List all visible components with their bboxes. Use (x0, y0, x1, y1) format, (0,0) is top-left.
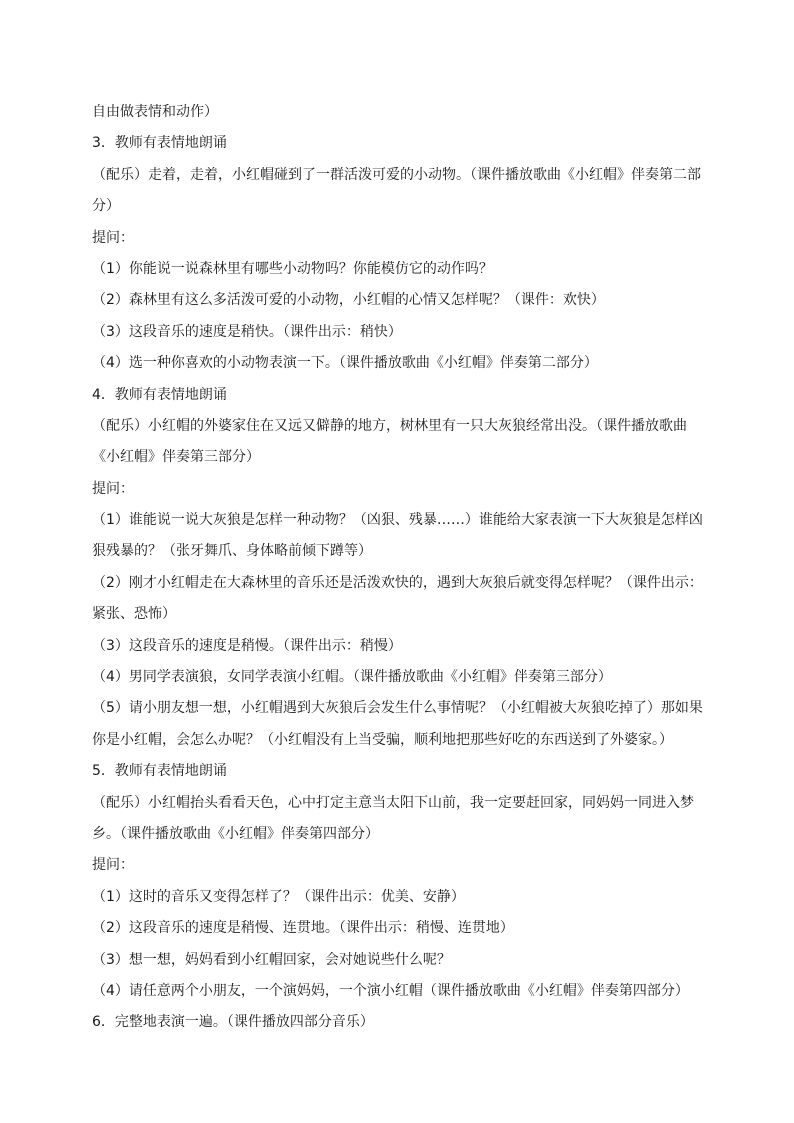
text-line: 分） (92, 198, 120, 215)
question-label: 提问： (92, 857, 134, 874)
question-item: （1）这时的音乐又变得怎样了？（课件出示：优美、安静） (92, 888, 465, 905)
text-line: 自由做表情和动作） (92, 104, 218, 120)
question-label: 提问： (92, 480, 134, 497)
question-item: （3）这段音乐的速度是稍快。（课件出示：稍快） (92, 323, 402, 340)
question-item: 你是小红帽，会怎么办呢？（小红帽没有上当受骗，顺利地把那些好吃的东西送到了外婆家。） (92, 731, 673, 748)
text-line: （配乐）小红帽的外婆家住在又远又僻静的地方，树林里有一只大灰狼经常出没。（课件播放歌曲 (92, 417, 687, 434)
question-item: （4）选一种你喜欢的小动物表演一下。（课件播放歌曲《小红帽》伴奏第二部分） (92, 355, 598, 372)
question-item: （4）男同学表演狼，女同学表演小红帽。（课件播放歌曲《小红帽》伴奏第三部分） (92, 669, 612, 686)
question-item: （5）请小朋友想一想，小红帽遇到大灰狼后会发生什么事情呢？（小红帽被大灰狼吃掉了）那如果 (92, 700, 703, 717)
text-line: （配乐）走着，走着，小红帽碰到了一群活泼可爱的小动物。（课件播放歌曲《小红帽》伴奏第二部 (92, 166, 701, 183)
document-body (92, 97, 706, 1039)
section-heading: 6．完整地表演一遍。（课件播放四部分音乐） (92, 1014, 374, 1031)
question-item: （2）森林里有这么多活泼可爱的小动物，小红帽的心情又怎样呢？（课件：欢快） (92, 292, 605, 309)
text-line: 《小红帽》伴奏第三部分） (92, 449, 260, 466)
question-item: （3）这段音乐的速度是稍慢。（课件出示：稍慢） (92, 637, 402, 654)
section-heading: 4．教师有表情地朗诵 (92, 386, 227, 403)
question-item: （3）想一想，妈妈看到小红帽回家，会对她说些什么呢？ (92, 951, 451, 968)
question-item: （1）你能说一说森林里有哪些小动物吗？你能模仿它的动作吗？ (92, 260, 493, 277)
question-item: （1）谁能说一说大灰狼是怎样一种动物？（凶狠、残暴……）谁能给大家表演一下大灰狼是怎样凶 (92, 512, 703, 529)
question-item: （2）刚才小红帽走在大森林里的音乐还是活泼欢快的，遇到大灰狼后就变得怎样呢？（课件出示： (92, 574, 703, 591)
section-heading: 5．教师有表情地朗诵 (92, 763, 227, 780)
text-line: 乡。（课件播放歌曲《小红帽》伴奏第四部分） (92, 825, 379, 842)
question-item: 紧张、恐怖） (92, 606, 176, 623)
section-heading: 3．教师有表情地朗诵 (92, 135, 227, 152)
question-item: （4）请任意两个小朋友，一个演妈妈，一个演小红帽（课件播放歌曲《小红帽》伴奏第四部分） (92, 982, 689, 999)
text-line: （配乐）小红帽抬头看看天色，心中打定主意当太阳下山前，我一定要赶回家，同妈妈一同进入梦 (92, 794, 694, 811)
question-label: 提问： (92, 229, 134, 246)
question-item: （2）这段音乐的速度是稍慢、连贯地。（课件出示：稍慢、连贯地） (92, 920, 514, 937)
question-item: 狠残暴的？（张牙舞爪、身体略前倾下蹲等） (92, 543, 372, 560)
